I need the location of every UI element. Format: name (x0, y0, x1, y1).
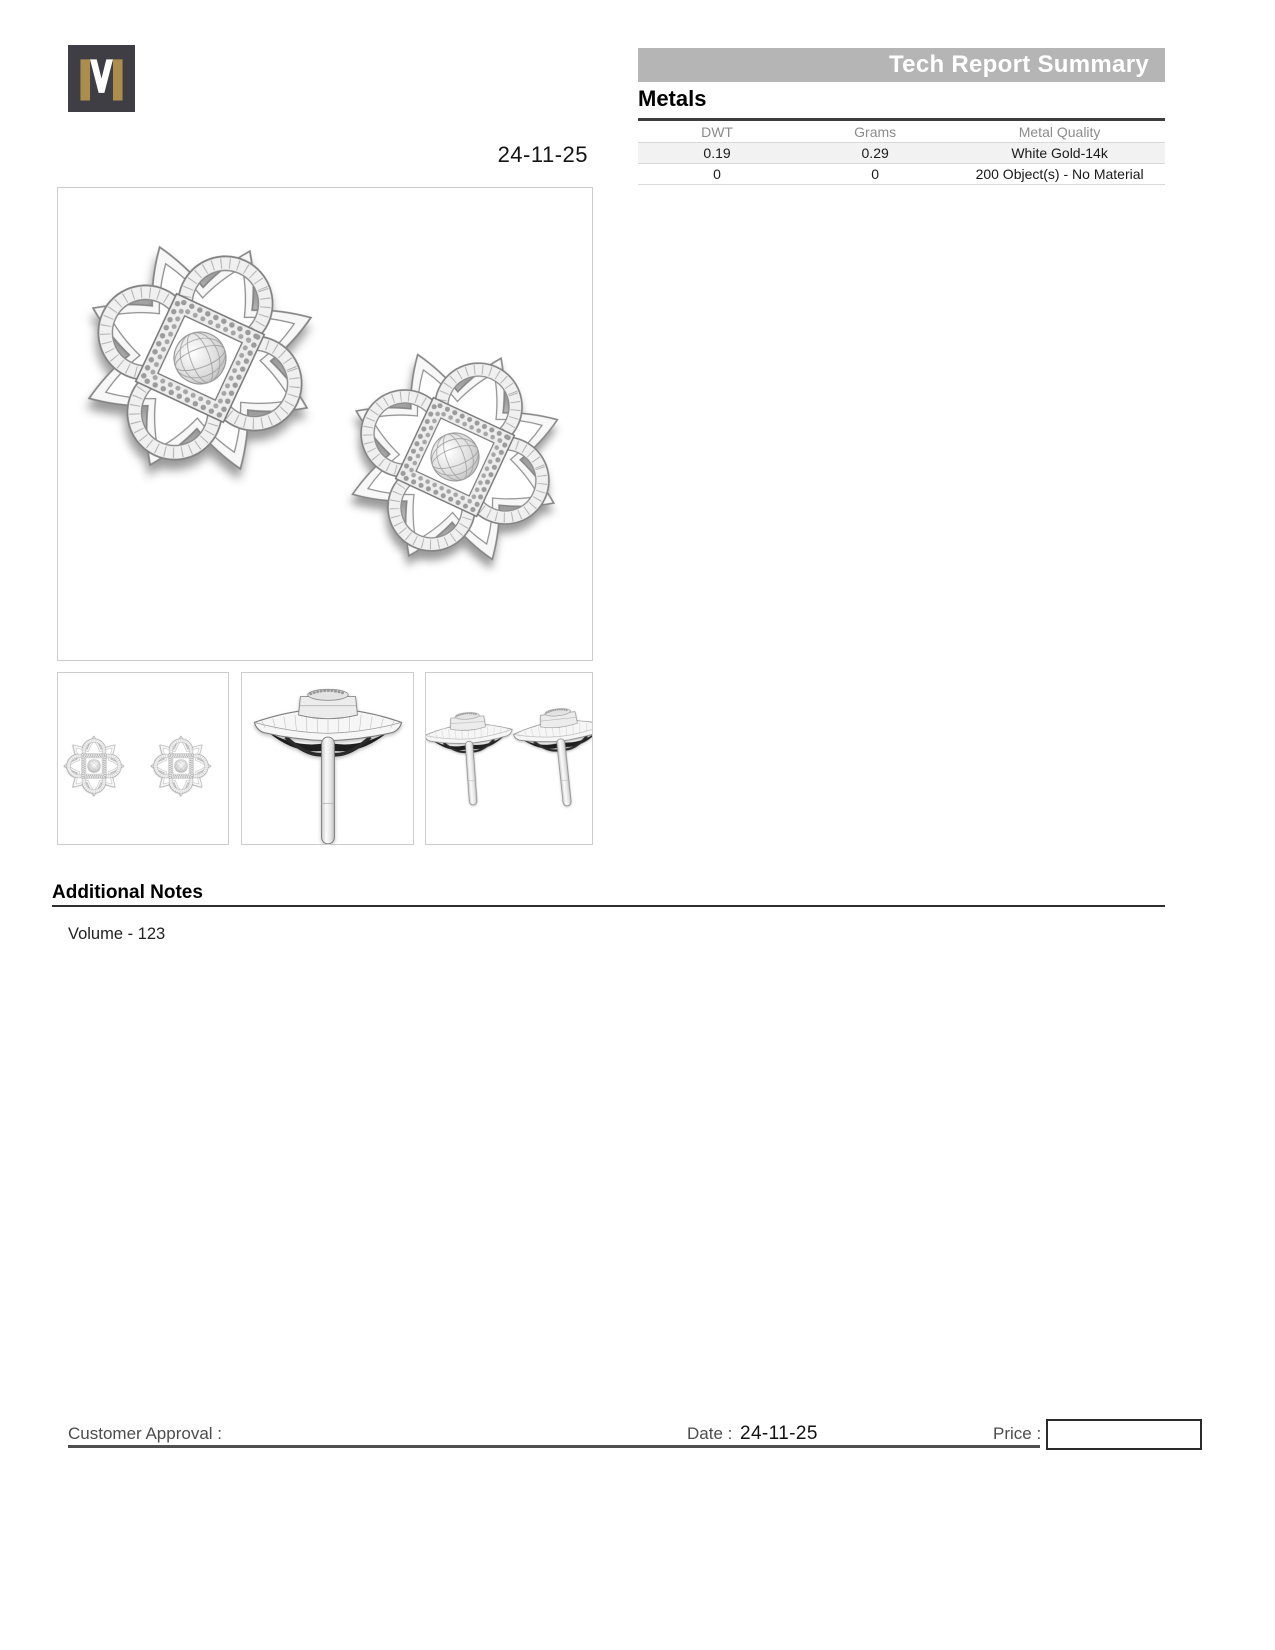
metals-col-grams: Grams (796, 120, 954, 143)
metals-table-container (638, 118, 1165, 185)
grams-value: 0 (796, 164, 954, 185)
metal-quality-value: White Gold-14k (954, 143, 1165, 164)
notes-divider (52, 905, 1165, 907)
metals-col-quality: Metal Quality (954, 120, 1165, 143)
metals-row-no-material (638, 164, 1165, 185)
metals-header-row (638, 120, 1165, 143)
main-render-box (57, 187, 593, 661)
footer-price-label: Price : (993, 1424, 1042, 1443)
footer-date-label: Date : (687, 1424, 733, 1443)
thumbnail-front-views (57, 672, 229, 845)
additional-notes-title: Additional Notes (52, 882, 203, 903)
dwt-value: 0.19 (638, 143, 796, 164)
footer-date-value: 24-11-25 (740, 1423, 818, 1444)
thumbnail-side-view-large (241, 672, 414, 845)
dwt-value: 0 (638, 164, 796, 185)
customer-approval-label: Customer Approval : (68, 1424, 223, 1443)
signature-line (68, 1445, 1040, 1448)
metals-row-white-gold (638, 143, 1165, 164)
brand-logo (68, 45, 135, 111)
thumbnail-side-views-small (425, 672, 593, 845)
earring-side-pair-thumb-render (426, 673, 592, 844)
metals-col-dwt: DWT (638, 120, 796, 143)
grams-value: 0.29 (796, 143, 954, 164)
m-monogram-icon (68, 45, 135, 112)
metal-quality-value: 200 Object(s) - No Material (954, 164, 1165, 185)
volume-note: Volume - 123 (68, 925, 166, 943)
report-title-bar: Tech Report Summary (638, 48, 1165, 82)
metals-table (638, 118, 1165, 185)
earring-pair-front-render (58, 188, 592, 660)
metals-section-title: Metals (638, 86, 707, 111)
earring-front-thumb-render (58, 673, 228, 844)
earring-side-thumb-render (242, 673, 413, 844)
price-entry-box (1046, 1419, 1202, 1450)
design-date: 24-11-25 (497, 142, 588, 167)
